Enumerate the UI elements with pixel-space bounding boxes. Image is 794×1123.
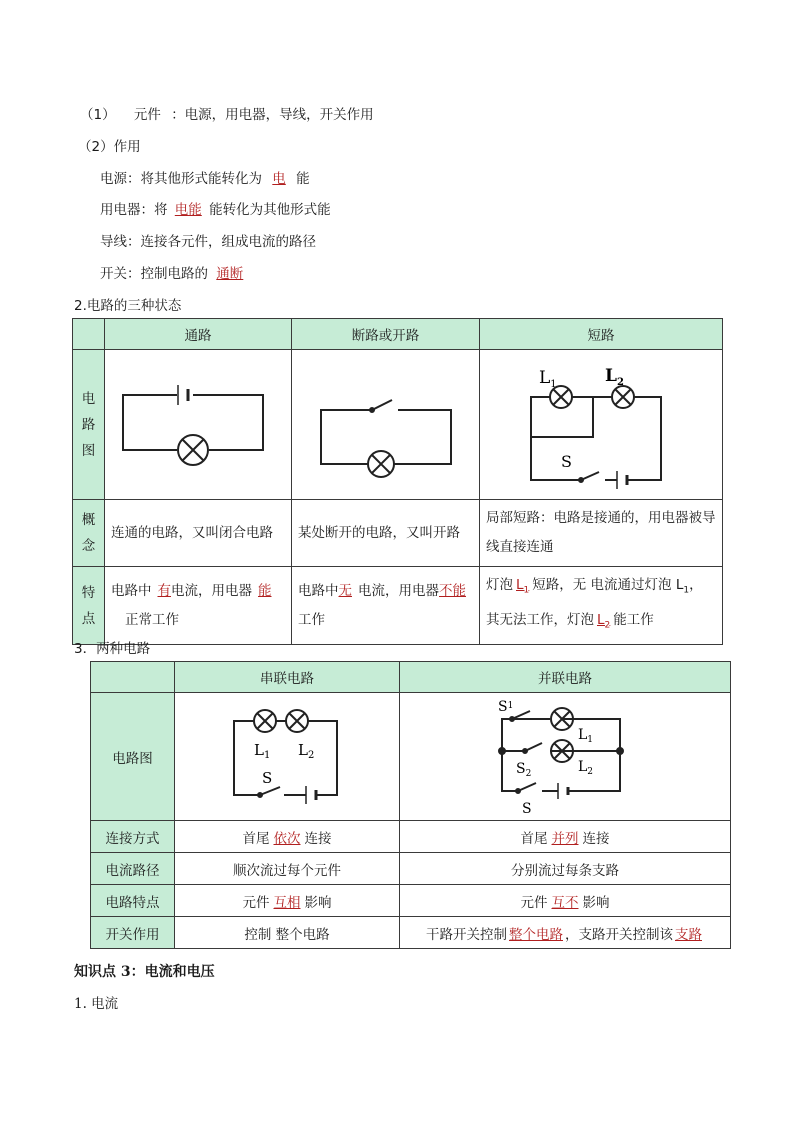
series-s-label: S xyxy=(262,768,273,787)
closed-circuit-svg xyxy=(113,360,283,490)
concept-short: 局部短路：电路是接通的，用电器被导线直接连通 xyxy=(480,500,723,567)
item2-line: （2）作用 xyxy=(78,139,141,155)
feature-closed: 电路中 有电流，用电器 能 正常工作 xyxy=(105,567,292,645)
series-l2-label: $L_2$ xyxy=(298,740,315,761)
concept-closed: 连通的电路，又叫闭合电路 xyxy=(105,500,292,567)
circuit-states-table xyxy=(72,318,723,645)
parallel-circuit-svg xyxy=(470,697,660,817)
short-circuit-diagram xyxy=(480,350,723,500)
current-subheading: 1. 电流 xyxy=(74,996,119,1012)
power-fill: 电 xyxy=(272,171,286,187)
item1-label: （1） xyxy=(80,107,116,123)
section3-title: 3．两种电路 xyxy=(74,641,151,657)
wire-line: 导线：连接各元件，组成电流的路径 xyxy=(100,234,316,250)
header-parallel: 并联电路 xyxy=(400,662,731,693)
appliance-fill: 电能 xyxy=(174,202,202,218)
series-l1-label: $L_1$ xyxy=(254,740,271,761)
item1-line xyxy=(80,103,374,123)
open-circuit-diagram xyxy=(292,350,480,500)
item1-term: 元件 xyxy=(133,107,161,123)
power-pre: 电源：将其他形式能转化为 xyxy=(100,171,262,187)
parallel-s-label: S xyxy=(522,800,532,817)
two-circuits-table xyxy=(90,661,731,949)
parallel-l1-label: $L_1$ xyxy=(578,726,594,745)
power-line xyxy=(100,167,310,187)
row-label-diagram-2: 电路图 xyxy=(91,693,175,821)
switch-fill: 通断 xyxy=(216,266,244,282)
row-label-concept: 概念 xyxy=(73,500,105,567)
row-label-diagram: 电路图 xyxy=(73,350,105,500)
header-closed: 通路 xyxy=(105,319,292,350)
feature-short: 灯泡 $L_1$ 短路，无 电流通过灯泡 $L_1$，其无法工作，灯泡 $L_2$ 能工作 xyxy=(480,567,723,645)
switch-pre: 开关：控制电路的 xyxy=(100,266,208,282)
l2-label: $L_2$ xyxy=(605,365,624,388)
switch-series: 控制 整个电路 xyxy=(175,917,400,949)
conn-parallel: 首尾 并列 连接 xyxy=(400,821,731,853)
appliance-post: 能转化为其他形式能 xyxy=(209,202,331,218)
appliance-line xyxy=(100,198,331,218)
series-circuit-svg xyxy=(192,699,382,815)
open-circuit-svg xyxy=(306,370,466,480)
header-open: 断路或开路 xyxy=(292,319,480,350)
closed-circuit-diagram xyxy=(105,350,292,500)
path-parallel: 分别流过每条支路 xyxy=(400,853,731,885)
header-series: 串联电路 xyxy=(175,662,400,693)
appliance-pre: 用电器：将 xyxy=(100,202,168,218)
row-label-current-path: 电流路径 xyxy=(91,853,175,885)
series-circuit-diagram xyxy=(175,693,400,821)
parallel-l2-label: $L_2$ xyxy=(578,758,594,777)
feat-series: 元件 互相 影响 xyxy=(175,885,400,917)
conn-series: 首尾 依次 连接 xyxy=(175,821,400,853)
s-label: S xyxy=(561,451,572,471)
row-label-connection: 连接方式 xyxy=(91,821,175,853)
switch-parallel: 干路开关控制 整个电路 ，支路开关控制该 支路 xyxy=(400,917,731,949)
header-short: 短路 xyxy=(480,319,723,350)
concept-open: 某处断开的电路，又叫开路 xyxy=(292,500,480,567)
knowledge-point-heading: 知识点 3：电流和电压 xyxy=(74,964,215,980)
row-label-feature: 特点 xyxy=(73,567,105,645)
corner-cell-2 xyxy=(91,662,175,693)
section2-title: 2.电路的三种状态 xyxy=(74,298,182,314)
power-post: 能 xyxy=(296,171,310,187)
feat-parallel: 元件 互不 影响 xyxy=(400,885,731,917)
switch-line xyxy=(100,262,257,282)
parallel-s2-label: $S_2$ xyxy=(516,760,532,779)
short-circuit-svg xyxy=(521,355,681,495)
l1-label: $L_1$ xyxy=(539,367,557,390)
feature-open: 电路中无 电流，用电器不能 工作 xyxy=(292,567,480,645)
corner-cell xyxy=(73,319,105,350)
item1-text: ：电源，用电器，导线，开关作用 xyxy=(171,107,374,123)
parallel-s1-label: $S^1$ xyxy=(498,698,514,715)
row-label-feature-2: 电路特点 xyxy=(91,885,175,917)
parallel-circuit-diagram xyxy=(400,693,731,821)
row-label-switch-role: 开关作用 xyxy=(91,917,175,949)
path-series: 顺次流过每个元件 xyxy=(175,853,400,885)
